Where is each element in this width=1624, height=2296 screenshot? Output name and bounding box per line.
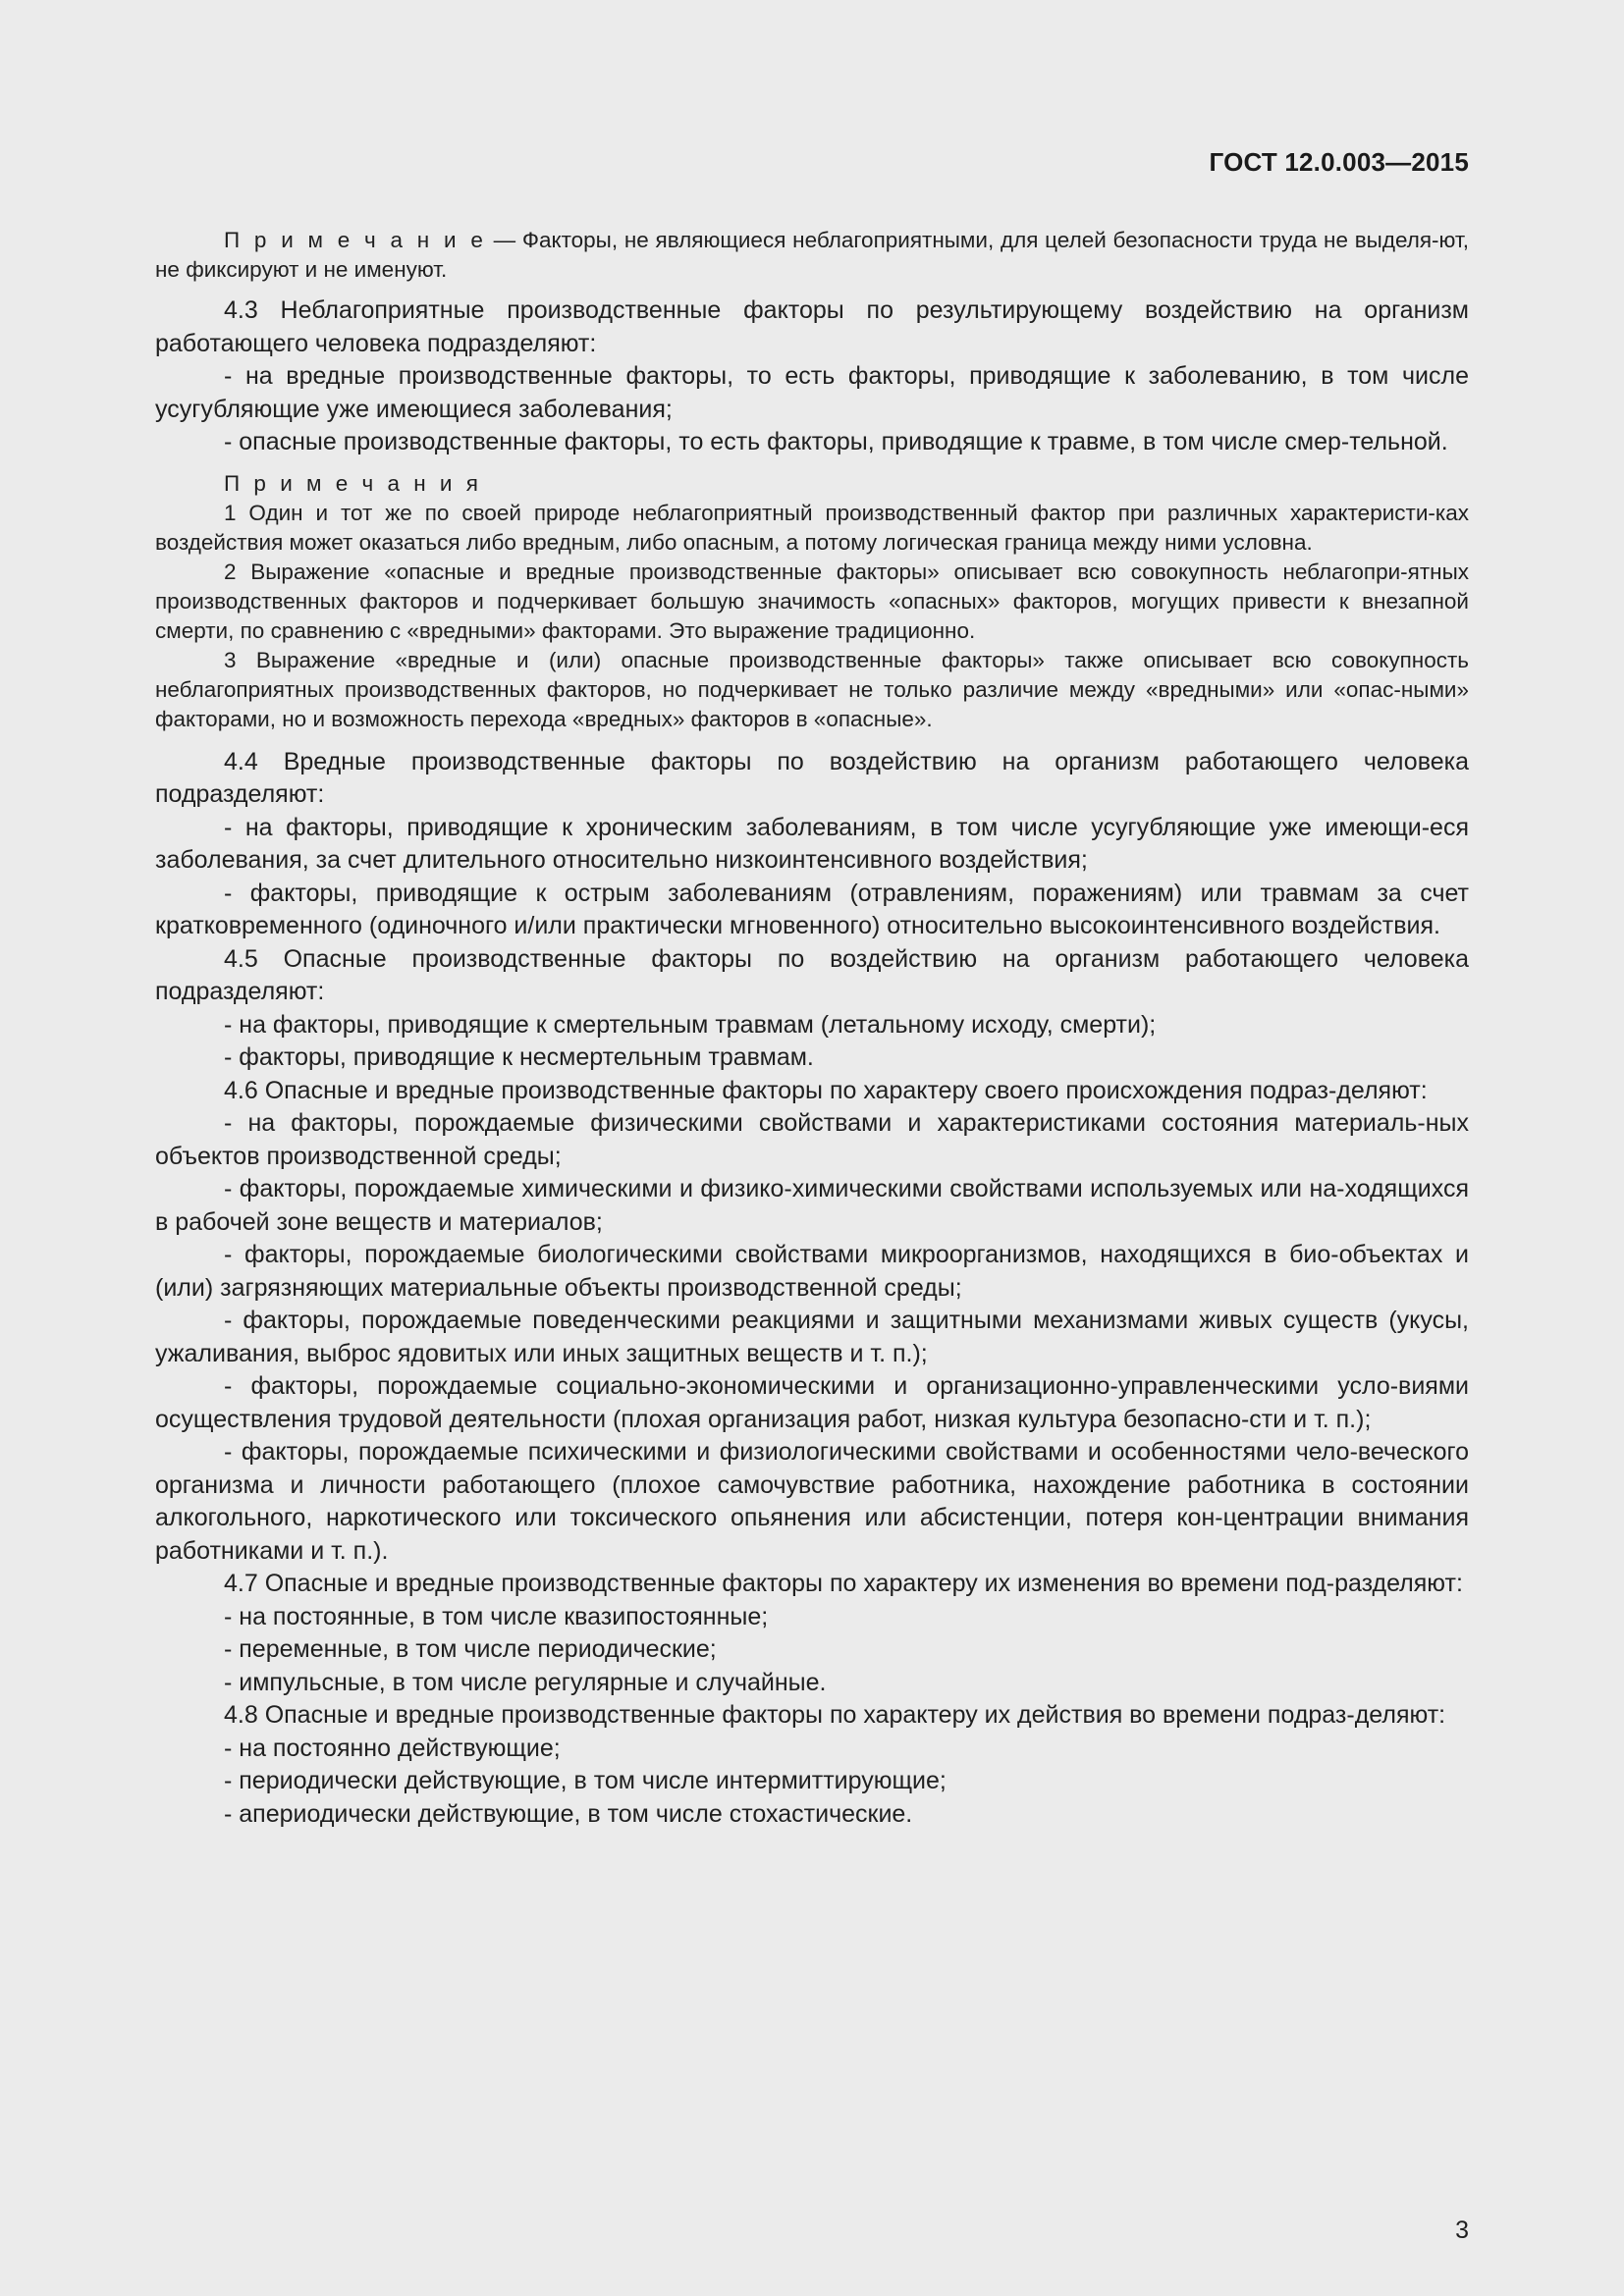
list-item: - на постоянно действующие; xyxy=(224,1734,561,1762)
section-4-4 xyxy=(155,746,1469,943)
list-item: - на факторы, приводящие к хроническим заболеваниям, в том числе усугубляющие уже имеющи-еся заболевания, за счет длительного относительно низкоинтенсивного воздействия; xyxy=(155,813,1469,874)
notes-label: П р и м е ч а н и я xyxy=(224,470,482,496)
section-lead: 4.6 Опасные и вредные производственные факторы по характеру своего происхождения подраз-деляют: xyxy=(224,1076,1428,1104)
list-item: - факторы, порождаемые биологическими свойствами микроорганизмов, находящихся в био-объектах и (или) загрязняющих материальные объекты производственной среды; xyxy=(155,1241,1469,1302)
list-item: - периодически действующие, в том числе интермиттирующие; xyxy=(224,1767,947,1794)
section-4-8 xyxy=(155,1699,1469,1831)
list-item: - факторы, порождаемые химическими и физико-химическими свойствами используемых или на-ходящихся в рабочей зоне веществ и материалов; xyxy=(155,1175,1469,1236)
note-item: 1 Один и тот же по своей природе неблагоприятный производственный фактор при различных характеристи-ках воздействия может оказаться либо вредным, либо опасным, а потому логическая граница между ними условна. xyxy=(155,500,1469,555)
list-item: - импульсные, в том числе регулярные и случайные. xyxy=(224,1668,827,1696)
section-lead: 4.5 Опасные производственные факторы по воздействию на организм работающего человека подразделяют: xyxy=(155,944,1469,1005)
list-item: - опасные производственные факторы, то есть факторы, приводящие к травме, в том числе смер-тельной. xyxy=(224,428,1448,455)
list-item: - факторы, порождаемые поведенческими реакциями и защитными механизмами живых существ (укусы, ужаливания, выброс ядовитых или иных защитных веществ и т. п.); xyxy=(155,1307,1469,1367)
list-item: - на факторы, приводящие к смертельным травмам (летальному исходу, смерти); xyxy=(224,1010,1157,1039)
section-lead: 4.3 Неблагоприятные производственные факторы по результирующему воздействию на организм работающего человека подразделяют: xyxy=(155,296,1469,357)
list-item: - на вредные производственные факторы, то есть факторы, приводящие к заболеванию, в том числе усугубляющие уже имеющиеся заболевания; xyxy=(155,362,1469,423)
note-paragraph xyxy=(155,226,1469,285)
notes-block xyxy=(155,469,1469,734)
note-top xyxy=(155,226,1469,285)
note-item: 2 Выражение «опасные и вредные производственные факторы» описывает всю совокупность неблагопри-ятных производственных факторов и подчеркивает большую значимость «опасных» факторов, могущих привести к внезапной смерти, по сравнению с «вредными» факторами. Это выражение традиционно. xyxy=(155,559,1469,643)
section-4-5 xyxy=(155,943,1469,1075)
list-item: - факторы, порождаемые психическими и физиологическими свойствами и особенностями чело-веческого организма и личности работающего (плохое самочувствие работника, нахождение работника в состоянии алкогольного, наркотического или токсического опьянения или абсистенции, потеря кон-центрации внимания работниками и т. п.). xyxy=(155,1438,1469,1565)
section-lead: 4.7 Опасные и вредные производственные факторы по характеру их изменения во времени под-разделяют: xyxy=(224,1570,1463,1597)
list-item: - на постоянные, в том числе квазипостоянные; xyxy=(224,1602,769,1630)
section-lead: 4.8 Опасные и вредные производственные факторы по характеру их действия во времени подраз-деляют: xyxy=(224,1701,1446,1729)
list-item: - факторы, приводящие к острым заболеваниям (отравлениям, поражениям) или травмам за счет кратковременного (одиночного и/или практически мгновенного) относительно высокоинтенсивного воздействия. xyxy=(155,879,1469,939)
note-label: П р и м е ч а н и е xyxy=(224,228,487,252)
section-4-3 xyxy=(155,294,1469,459)
note-item: 3 Выражение «вредные и (или) опасные производственные факторы» также описывает всю совокупность неблагоприятных производственных факторов, но подчеркивает не только различие между «вредными» или «опас-ными» факторами, но и возможность перехода «вредных» факторов в «опасные». xyxy=(155,647,1469,731)
list-item: - факторы, приводящие к несмертельным травмам. xyxy=(224,1043,814,1071)
list-item: - переменные, в том числе периодические; xyxy=(224,1635,717,1663)
document-header: ГОСТ 12.0.003—2015 xyxy=(1209,147,1469,177)
section-lead: 4.4 Вредные производственные факторы по воздействию на организм работающего человека подразделяют: xyxy=(155,747,1469,808)
document-body xyxy=(155,226,1469,1831)
list-item: - факторы, порождаемые социально-экономическими и организационно-управленческими усло-виями осуществления трудовой деятельности (плохая организация работ, низкая культура безопасно-сти и т. п.); xyxy=(155,1372,1469,1433)
list-item: - на факторы, порождаемые физическими свойствами и характеристиками состояния материаль-ных объектов производственной среды; xyxy=(155,1109,1469,1170)
list-item: - апериодически действующие, в том числе стохастические. xyxy=(224,1799,913,1828)
section-4-7 xyxy=(155,1568,1469,1699)
section-4-6 xyxy=(155,1075,1469,1569)
document-page xyxy=(155,147,1469,2287)
note-text: — Факторы, не являющиеся неблагоприятными, для целей безопасности труда не выделя-ют, не фиксируют и не именуют. xyxy=(155,228,1469,282)
page-number: 3 xyxy=(1455,2216,1469,2244)
